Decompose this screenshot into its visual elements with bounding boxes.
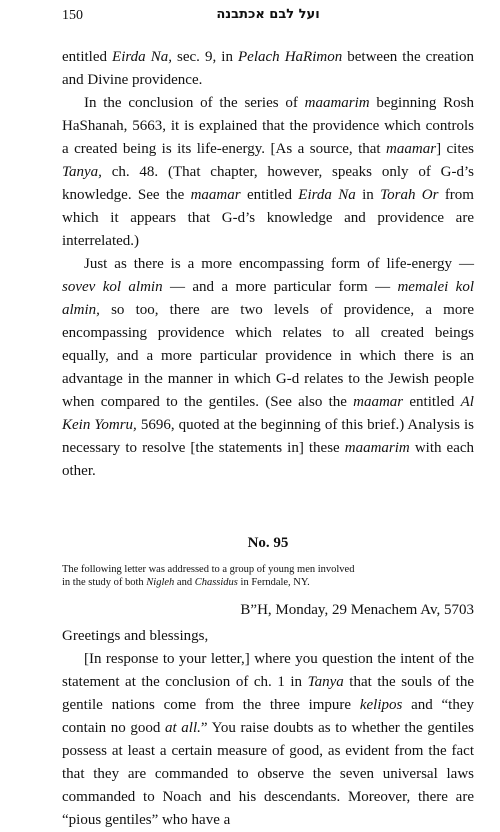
text-run: and “they contain no good xyxy=(62,697,474,736)
paragraph xyxy=(62,648,474,832)
italic-text: Nigleh xyxy=(146,577,175,588)
continuation-text xyxy=(62,46,474,483)
text-run: with each other. xyxy=(62,440,475,479)
text-run: — and a more particular form — xyxy=(162,279,398,295)
text-run: ] cites xyxy=(436,141,475,157)
text-run: that the souls of the gentile nations come from the three impure xyxy=(62,674,474,713)
text-run: from which it appears that G-d’s knowledge and providence are interrelated.) xyxy=(62,187,474,249)
running-title: ועל לבם אכתבנה xyxy=(216,7,320,22)
text-run: between the creation and Divine providence. xyxy=(62,49,474,88)
letter-note xyxy=(62,563,362,589)
text-run: In the conclusion of the series of xyxy=(84,95,305,111)
text-run: so too, there are two levels of providence, a more encompassing providence which relates to all created beings equally, and a more particular providence in which there is an advantage in the manner in which G-d relates to the Jewish people when compared to the gentiles. (See also the xyxy=(62,302,474,410)
italic-text: Chassidus xyxy=(194,577,238,588)
letter-heading: No. 95 xyxy=(247,535,289,551)
italic-text: Eirda Na xyxy=(298,187,356,203)
italic-text: Eirda Na, xyxy=(112,49,172,65)
text-run: sec. 9, in xyxy=(171,49,239,65)
text-run: ” You raise doubts as to whether the gentiles possess at least a certain measure of good, as evident from the fact that they are commanded to observe the seven universal laws commanded to Noach and his descendants. Moreover, there are “pious gentiles” who have a xyxy=(62,720,474,828)
italic-text: Al Kein Yomru, xyxy=(62,394,474,433)
italic-text: maamar xyxy=(190,187,241,203)
italic-text: Tanya, xyxy=(62,164,102,180)
paragraph xyxy=(62,92,474,253)
text-run: in Ferndale, NY. xyxy=(237,577,310,588)
text-run: beginning Rosh HaShanah, 5663, it is explained that the providence which controls a created being is its life-energy. [As a source, that xyxy=(62,95,474,157)
book-page xyxy=(62,6,474,832)
paragraph xyxy=(62,46,474,92)
italic-text: maamar xyxy=(386,141,437,157)
italic-text: sovev kol almin xyxy=(62,279,163,295)
italic-text: maamarim xyxy=(304,95,370,111)
page-number: 150 xyxy=(62,8,83,23)
text-run: 5696, quoted at the beginning of this brief.) Analysis is necessary to resolve [the statements in] these xyxy=(62,417,475,456)
text-run: entitled xyxy=(240,187,299,203)
text-run: in xyxy=(355,187,381,203)
letter-greeting: Greetings and blessings, xyxy=(62,628,209,644)
text-run: [In response to your letter,] where you question the intent of the statement at the conclusion of ch. 1 in xyxy=(62,651,474,690)
text-run: ch. 48. (That chapter, however, speaks only of G-d’s knowledge. See the xyxy=(62,164,474,203)
text-run: entitled xyxy=(403,394,461,410)
italic-text: Tanya xyxy=(307,674,344,690)
italic-text: at all. xyxy=(165,720,201,736)
text-run: entitled xyxy=(62,49,113,65)
italic-text: Pelach HaRimon xyxy=(238,49,343,65)
text-run: The following letter was addressed to a group of young men involved in the study of both xyxy=(62,564,355,588)
italic-text: memalei kol almin, xyxy=(62,279,474,318)
italic-text: kelipos xyxy=(359,697,403,713)
italic-text: maamar xyxy=(353,394,404,410)
text-run: Just as there is a more encompassing form of life-energy — xyxy=(84,256,474,272)
page-header xyxy=(62,6,474,32)
paragraph xyxy=(62,253,474,483)
letter-body xyxy=(62,648,474,832)
letter-dateline: B”H, Monday, 29 Menachem Av, 5703 xyxy=(240,602,474,618)
italic-text: maamarim xyxy=(344,440,410,456)
italic-text: Torah Or xyxy=(380,187,439,203)
text-run: and xyxy=(174,577,195,588)
